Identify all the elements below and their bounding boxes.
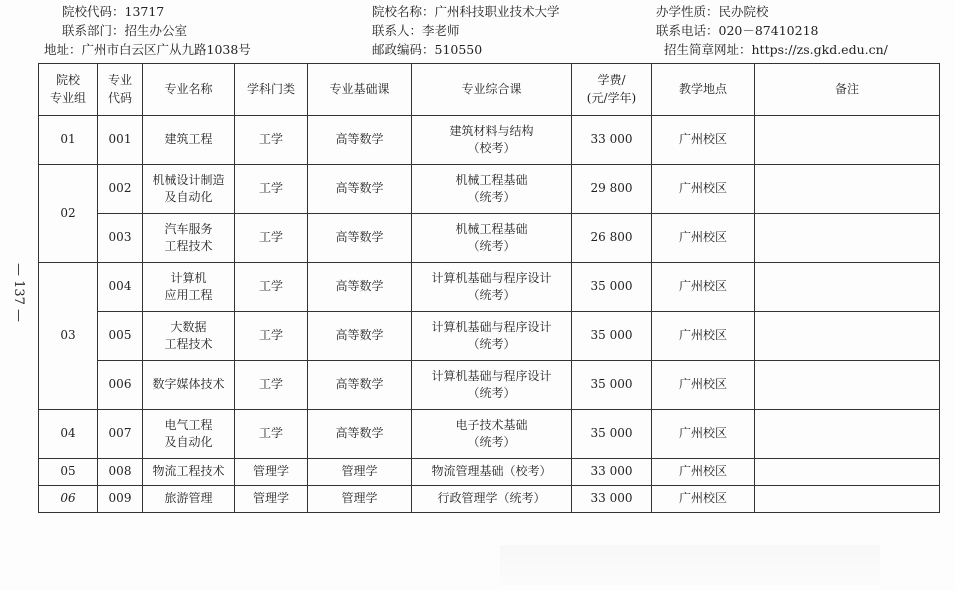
category-cell: 管理学 [235,459,308,486]
school-name: 院校名称：广州科技职业技术大学 [372,4,560,19]
address: 地址：广州市白云区广从九路1038号 [44,42,251,57]
group-cell: 05 [39,459,98,486]
group-cell: 02 [39,165,98,263]
major-name-cell: 电气工程 及自动化 [143,410,235,459]
category-cell: 管理学 [235,486,308,513]
fee-cell: 33 000 [572,486,652,513]
table-row [39,263,940,312]
group-cell: 06 [39,486,98,513]
comprehensive-course-cell: 建筑材料与结构 （校考） [412,116,572,165]
column-header: 教学地点 [652,64,755,116]
basic-course-cell: 高等数学 [308,165,412,214]
basic-course-cell: 高等数学 [308,410,412,459]
note-cell [755,486,940,513]
note-cell [755,459,940,486]
school-type: 办学性质：民办院校 [656,4,769,19]
note-cell [755,263,940,312]
fee-cell: 35 000 [572,312,652,361]
contact-person: 联系人：李老师 [372,23,460,38]
basic-course-cell: 高等数学 [308,361,412,410]
fee-cell: 33 000 [572,459,652,486]
major-name-cell: 数字媒体技术 [143,361,235,410]
comprehensive-course-cell: 电子技术基础 （统考） [412,410,572,459]
column-header: 专业综合课 [412,64,572,116]
table-row [39,361,940,410]
group-cell: 03 [39,263,98,410]
fee-cell: 33 000 [572,116,652,165]
code-cell: 002 [98,165,143,214]
category-cell: 工学 [235,410,308,459]
fee-cell: 29 800 [572,165,652,214]
category-cell: 工学 [235,165,308,214]
comprehensive-course-cell: 计算机基础与程序设计 （统考） [412,263,572,312]
location-cell: 广州校区 [652,486,755,513]
fee-cell: 35 000 [572,263,652,312]
location-cell: 广州校区 [652,214,755,263]
major-name-cell: 建筑工程 [143,116,235,165]
postcode: 邮政编码：510550 [372,42,483,57]
phone: 联系电话：020－87410218 [656,23,819,38]
category-cell: 工学 [235,116,308,165]
code-cell: 003 [98,214,143,263]
table-row [39,459,940,486]
location-cell: 广州校区 [652,116,755,165]
column-header: 备注 [755,64,940,116]
column-header: 专业 代码 [98,64,143,116]
major-name-cell: 物流工程技术 [143,459,235,486]
code-cell: 004 [98,263,143,312]
fee-cell: 26 800 [572,214,652,263]
location-cell: 广州校区 [652,459,755,486]
code-cell: 008 [98,459,143,486]
group-cell: 04 [39,410,98,459]
note-cell [755,214,940,263]
category-cell: 工学 [235,214,308,263]
major-name-cell: 大数据 工程技术 [143,312,235,361]
table-row [39,312,940,361]
basic-course-cell: 高等数学 [308,116,412,165]
basic-course-cell: 管理学 [308,459,412,486]
column-header: 院校 专业组 [39,64,98,116]
basic-course-cell: 高等数学 [308,263,412,312]
category-cell: 工学 [235,312,308,361]
comprehensive-course-cell: 机械工程基础 （统考） [412,165,572,214]
admission-table [38,63,940,513]
comprehensive-course-cell: 行政管理学（统考） [412,486,572,513]
bleed-through-shadow [500,545,880,585]
website-link[interactable]: 招生简章网址：https://zs.gkd.edu.cn/ [664,42,888,57]
major-name-cell: 旅游管理 [143,486,235,513]
code-cell: 006 [98,361,143,410]
note-cell [755,116,940,165]
major-name-cell: 计算机 应用工程 [143,263,235,312]
note-cell [755,312,940,361]
category-cell: 工学 [235,361,308,410]
comprehensive-course-cell: 物流管理基础（校考） [412,459,572,486]
category-cell: 工学 [235,263,308,312]
table-header-row [39,64,940,116]
note-cell [755,410,940,459]
major-name-cell: 汽车服务 工程技术 [143,214,235,263]
basic-course-cell: 高等数学 [308,312,412,361]
column-header: 专业名称 [143,64,235,116]
comprehensive-course-cell: 计算机基础与程序设计 （统考） [412,312,572,361]
fee-cell: 35 000 [572,410,652,459]
group-cell: 01 [39,116,98,165]
comprehensive-course-cell: 计算机基础与程序设计 （统考） [412,361,572,410]
note-cell [755,165,940,214]
department: 联系部门：招生办公室 [62,23,188,38]
fee-cell: 35 000 [572,361,652,410]
table-row [39,116,940,165]
basic-course-cell: 高等数学 [308,214,412,263]
column-header: 专业基础课 [308,64,412,116]
code-cell: 007 [98,410,143,459]
location-cell: 广州校区 [652,410,755,459]
comprehensive-course-cell: 机械工程基础 （统考） [412,214,572,263]
code-cell: 005 [98,312,143,361]
table-row [39,165,940,214]
table-row [39,486,940,513]
major-name-cell: 机械设计制造 及自动化 [143,165,235,214]
page-number: — 137 — [11,262,27,322]
location-cell: 广州校区 [652,165,755,214]
column-header: 学费/ (元/学年) [572,64,652,116]
column-header: 学科门类 [235,64,308,116]
location-cell: 广州校区 [652,361,755,410]
location-cell: 广州校区 [652,263,755,312]
code-cell: 001 [98,116,143,165]
school-code: 院校代码：13717 [62,4,165,19]
basic-course-cell: 管理学 [308,486,412,513]
note-cell [755,361,940,410]
code-cell: 009 [98,486,143,513]
table-row [39,214,940,263]
location-cell: 广州校区 [652,312,755,361]
table-row [39,410,940,459]
